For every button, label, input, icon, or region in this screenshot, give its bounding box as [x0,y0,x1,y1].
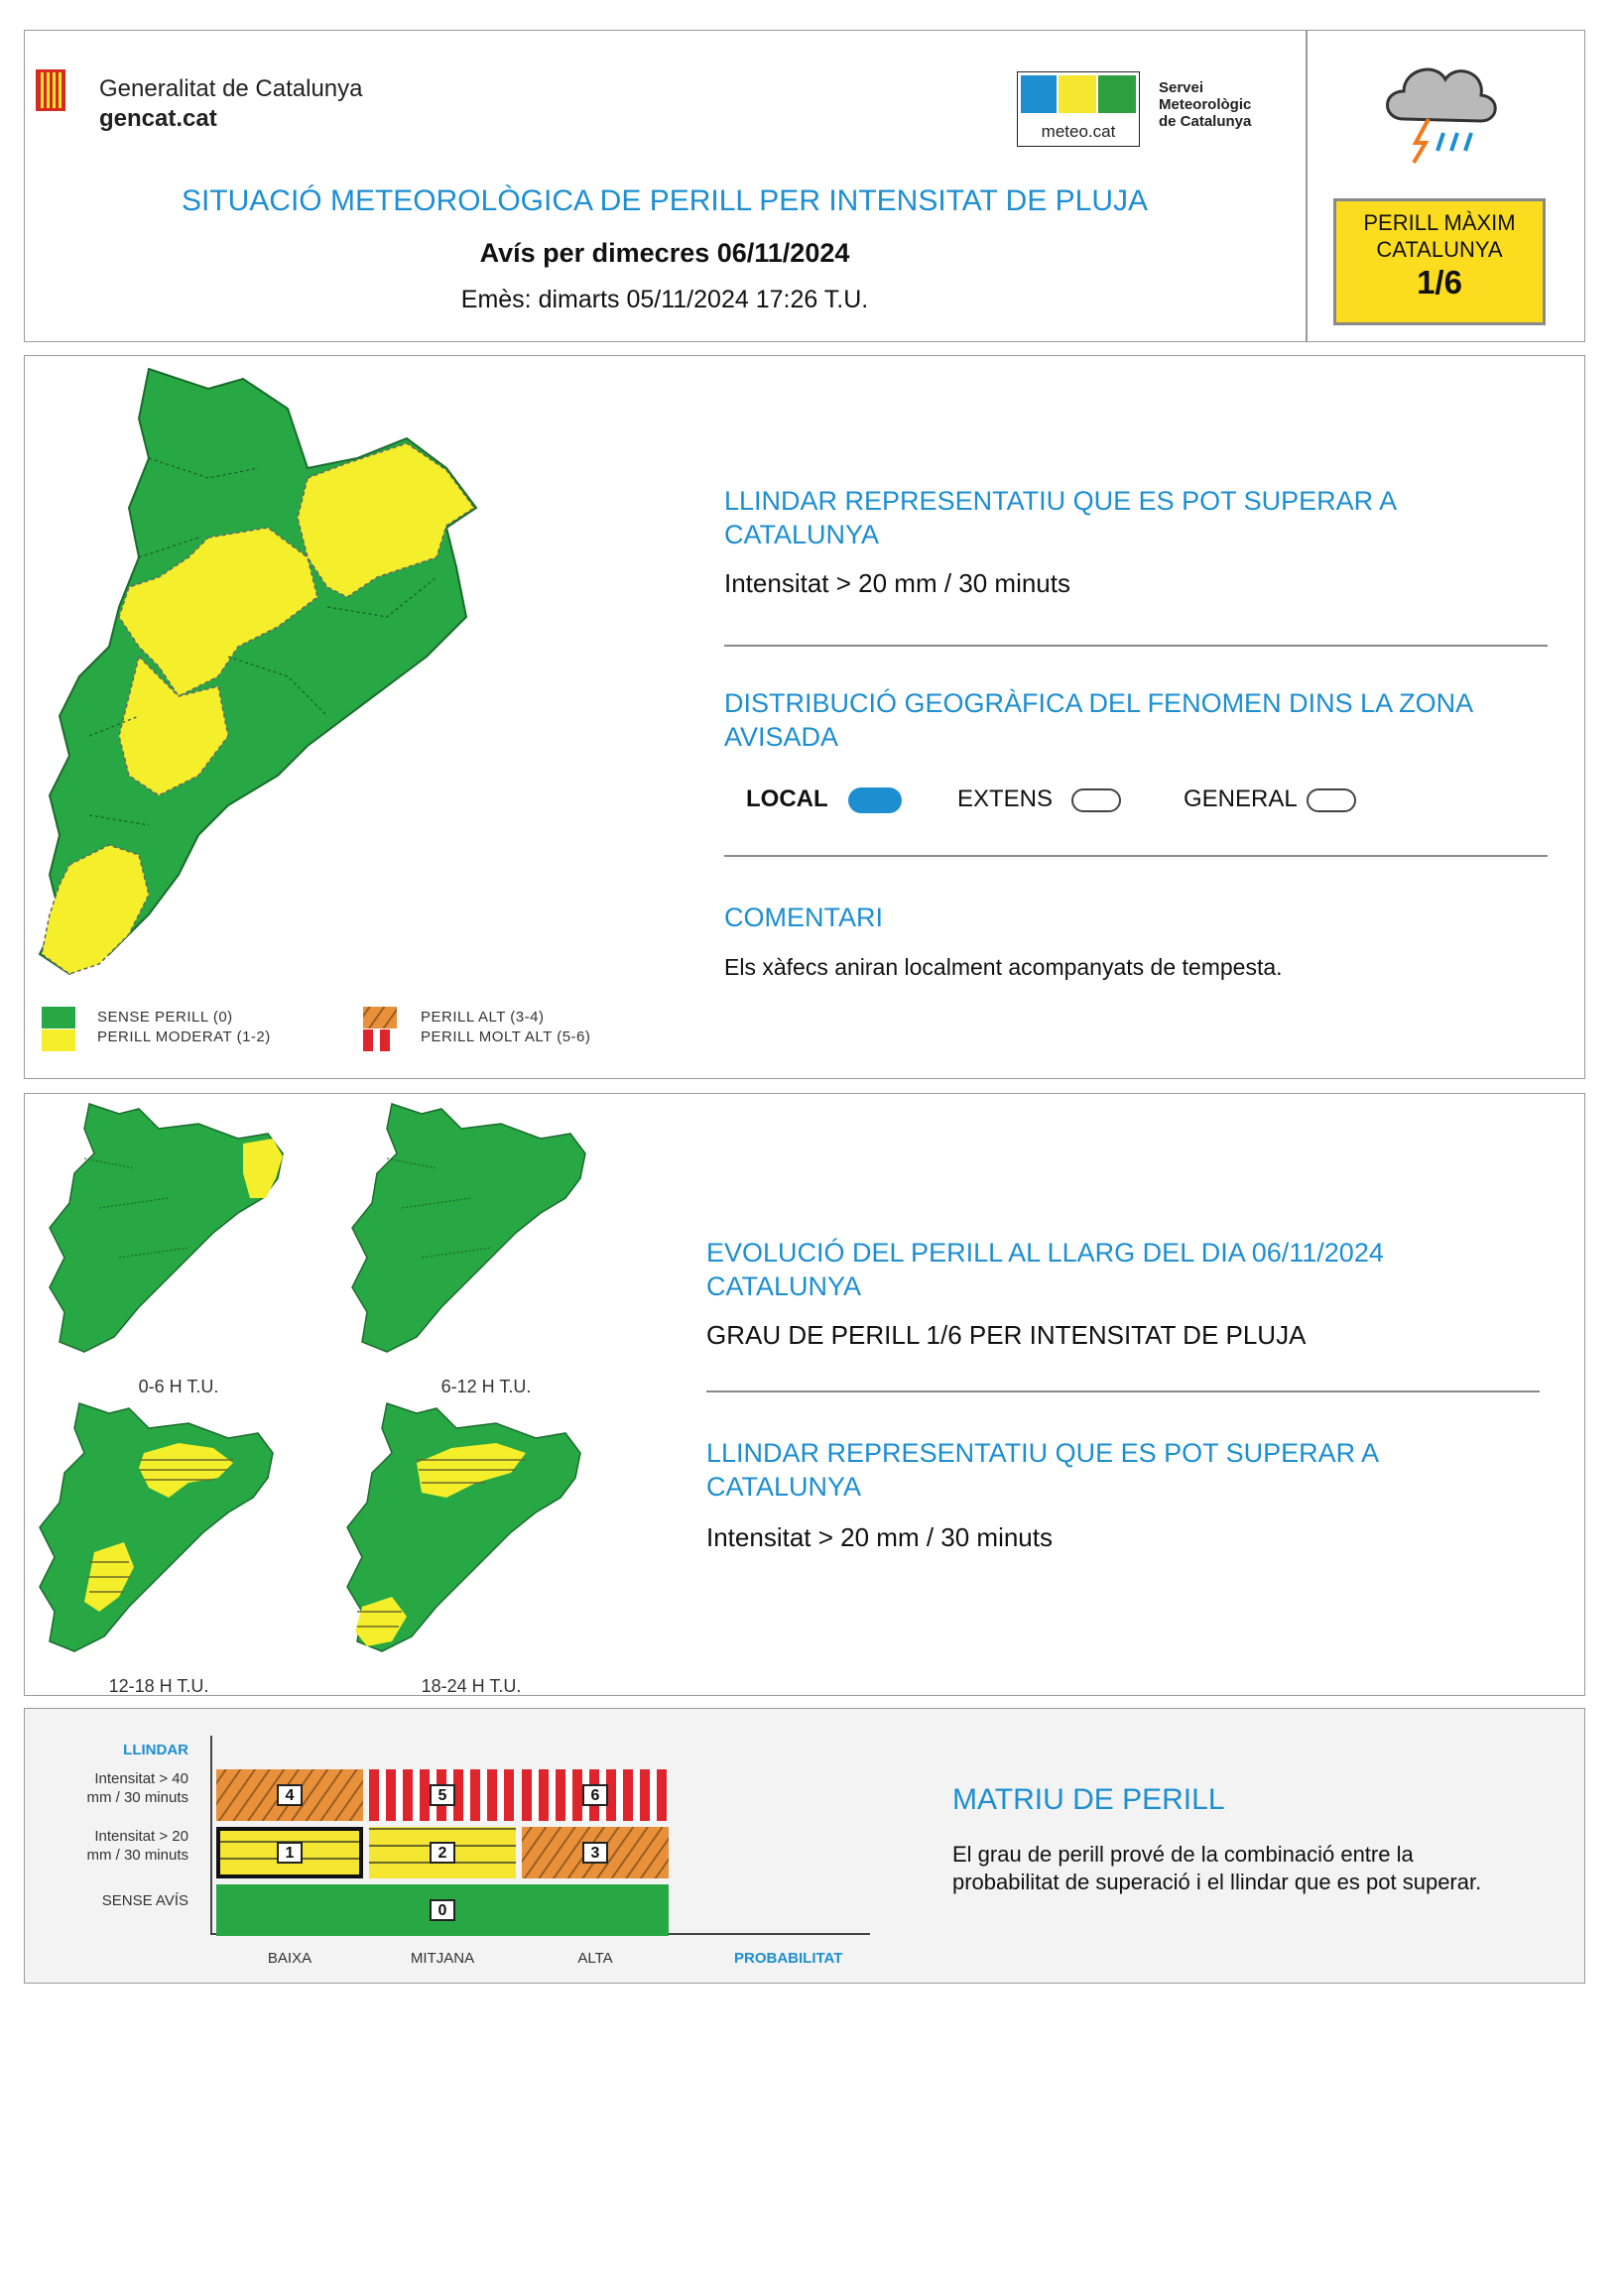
matrix-cell-3 [522,1827,669,1878]
option-general-label: GENERAL [1184,785,1297,812]
matrix-cell-6 [522,1769,669,1821]
legend-label-sense-perill: SENSE PERILL (0) [97,1009,233,1026]
meteocat-sun-icon [1059,75,1096,113]
page-title: SITUACIÓ METEOROLÒGICA DE PERILL PER INTENSITAT DE PLUJA [181,184,1149,217]
matrix-cell-1-number: 1 [277,1842,303,1864]
evolution-map-0-6 [40,1099,298,1359]
meteocat-logo [1017,71,1140,147]
legend-swatch-sense-perill [42,1007,75,1028]
meteo-service-line-1: Servei [1159,79,1204,96]
option-local-toggle[interactable] [848,787,902,813]
distribution-option-local[interactable] [746,785,902,813]
matrix-cell-1 [216,1827,363,1878]
evolution-map-6-12 [342,1099,600,1359]
evolution-grade: GRAU DE PERILL 1/6 PER INTENSITAT DE PLUJA [706,1320,1307,1350]
gov-name: Generalitat de Catalunya [99,75,363,102]
threshold-value: Intensitat > 20 mm / 30 minuts [724,568,1070,598]
option-general-toggle[interactable] [1307,788,1356,812]
divider-3 [706,1390,1540,1392]
legend-label-molt-alt: PERILL MOLT ALT (5-6) [421,1028,591,1045]
matrix-text: El grau de perill prové de la combinació entre la probabilitat de superació i el llindar que es pot superar. [952,1842,1482,1894]
max-danger-label: PERILL MÀXIM CATALUNYA [1363,210,1516,262]
comment-text: Els xàfecs aniran localment acompanyats de tempesta. [724,954,1283,980]
issued-date: Emès: dimarts 05/11/2024 17:26 T.U. [460,286,869,313]
period-label-0-6: 0-6 H T.U. [138,1377,219,1396]
matrix-cell-4 [216,1769,363,1821]
matrix-row-label-20: Intensitat > 20 mm / 30 minuts [86,1828,188,1864]
matrix-cell-0 [216,1884,669,1936]
comment-title: COMENTARI [724,903,883,932]
distribution-title: DISTRIBUCIÓ GEOGRÀFICA DEL FENOMEN DINS LA ZONA AVISADA [724,688,1472,752]
option-extens-toggle[interactable] [1071,788,1121,812]
matrix-row-label-40: Intensitat > 40 mm / 30 minuts [86,1770,188,1806]
evolution-threshold-title: LLINDAR REPRESENTATIU QUE ES POT SUPERAR A CATALUNYA [706,1438,1378,1502]
evolution-title: EVOLUCIÓ DEL PERILL AL LLARG DEL DIA 06/11/2024 CATALUNYA [706,1238,1384,1301]
matrix-col-alta: ALTA [577,1950,613,1967]
matrix-row-label-sense: SENSE AVÍS [101,1892,188,1909]
matrix-title: MATRIU DE PERILL [952,1783,1225,1816]
matrix-cell-5 [369,1769,516,1821]
period-label-12-18: 12-18 H T.U. [108,1676,209,1696]
matrix-col-baixa: BAIXA [267,1950,312,1967]
evolution-threshold-value: Intensitat > 20 mm / 30 minuts [706,1522,1053,1552]
threshold-title: LLINDAR REPRESENTATIU QUE ES POT SUPERAR A CATALUNYA [724,486,1396,549]
meteocat-bars-icon [1021,75,1057,113]
matrix-cell-2 [369,1827,516,1878]
option-extens-label: EXTENS [957,785,1054,812]
matrix-y-axis [210,1736,212,1934]
meteo-service-line-2: Meteorològic [1159,96,1252,113]
storm-rain-icon [1374,40,1503,164]
divider-2 [724,855,1548,857]
max-danger-badge [1333,198,1546,325]
legend-swatch-moderat [42,1029,75,1051]
meteo-service [1159,79,1251,130]
meteocat-leaf-icon [1098,75,1136,113]
period-label-18-24: 18-24 H T.U. [421,1676,522,1696]
legend-label-moderat: PERILL MODERAT (1-2) [97,1028,271,1045]
header-divider [1306,30,1308,342]
matrix-cell-6-number: 6 [582,1784,608,1806]
gov-site[interactable]: gencat.cat [99,105,217,132]
max-danger-value: 1/6 [1417,264,1462,301]
legend-label-alt: PERILL ALT (3-4) [421,1009,545,1026]
warning-for: Avís per dimecres 06/11/2024 [479,238,850,268]
legend-swatch-alt [363,1007,397,1028]
evolution-map-12-18 [30,1398,298,1658]
period-label-6-12: 6-12 H T.U. [440,1377,532,1396]
distribution-option-extens[interactable] [957,785,1121,813]
matrix-x-title: PROBABILITAT [734,1950,843,1967]
generalitat-logo-icon [36,69,65,111]
meteocat-site[interactable]: meteo.cat [1041,122,1116,141]
distribution-option-general[interactable] [1184,785,1356,813]
matrix-cell-4-number: 4 [277,1784,303,1806]
option-local-label: LOCAL [746,785,828,812]
matrix-cell-0-number: 0 [430,1899,455,1921]
matrix-col-mitjana: MITJANA [410,1950,475,1967]
legend-swatch-molt-alt [363,1029,397,1051]
divider-1 [724,645,1548,647]
catalonia-map [30,359,665,1004]
matrix-y-title: LLINDAR [123,1742,188,1758]
meteo-service-line-3: de Catalunya [1159,113,1252,130]
evolution-map-18-24 [337,1398,605,1658]
matrix-cell-2-number: 2 [430,1842,455,1864]
matrix-cell-3-number: 3 [582,1842,608,1864]
matrix-cell-5-number: 5 [430,1784,455,1806]
